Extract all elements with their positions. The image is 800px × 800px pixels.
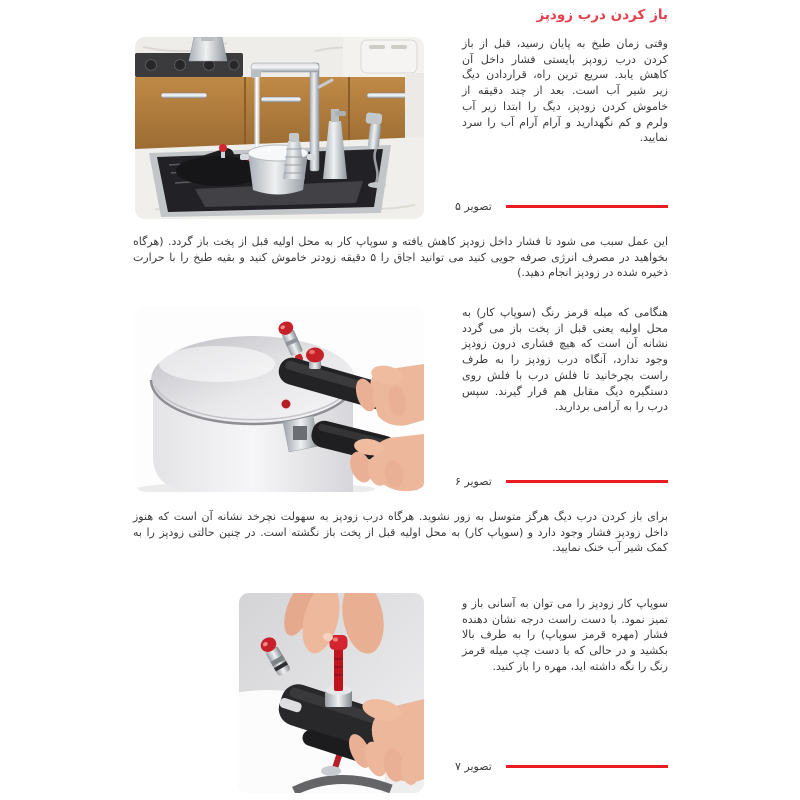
water-stream [255,77,260,153]
figure-6-caption-label: تصویر ۶ [455,474,492,488]
figure-5-caption [455,198,668,214]
figure-5-photo-kitchen-sink [135,37,424,219]
valve-closeup-illustration [239,593,424,793]
paragraph-cleaning-valve: سوپاپ کار زودپز را می توان به آسانی باز و تمیز نمود. با دست راست درجه نشان دهنده فشار (مهره قرمز سوپاپ) را به طرف بالا بکشید و در حالی که با دست چپ میله قرمز رنگ را نگه داشته اید، مهره را باز کنید. [462,597,668,673]
figure-7-photo-valve-closeup [239,593,424,793]
figure-5-caption-label: تصویر ۵ [455,199,492,213]
figure-5-caption-rule [506,205,668,208]
paragraph-never-force-lid: برای باز کردن درب دیگ هرگز متوسل به زور نشوید. هرگاه درب زودپز به سهولت نچرخد نشانه آن است که هنوز داخل زودپز فشار وجود دارد و (سوپاپ کار) به محل اولیه قبل از پخت باز نگشته است. در چنین حالتی زودپز را به کمک شیر آب خنک نمایید. [133,510,668,555]
page-title: باز کردن درب زودپز [536,7,668,23]
cabinet-handle [261,97,301,102]
red-valve-cap [219,144,227,152]
figure-7-caption-label: تصویر ۷ [455,759,492,773]
figure-6-caption [455,473,668,489]
figure-6-caption-rule [506,480,668,483]
figure-6-photo-opening-lid [135,306,424,492]
kitchen-sink-illustration [135,37,424,219]
pressure-cooker-illustration [135,306,424,492]
cabinet-handle [161,93,207,98]
cabinet-handle [367,93,411,98]
stove-cooktop [135,53,243,77]
toaster [361,40,417,73]
wood-cabinets [135,77,424,149]
red-safety-valve [282,400,291,409]
kettle [189,37,227,61]
paragraph-cooling-instructions: وقتی زمان طبخ به پایان رسید، قبل از باز کردن درب زودپز بایستی فشار داخل آن کاهش یابد. سریع ترین راه، قراردادن دیگ زیر شیر آب است. بعد از چند دقیقه از خاموش کردن زودپز، دیگ را ابتدا زیر آب ولرم و کم نگهدارید و آرام آرام آب را سرد نمایید. [462,37,668,145]
paragraph-red-rod-indicator: هنگامی که میله قرمز رنگ (سوپاپ کار) به محل اولیه یعنی قبل از پخت باز می گردد نشانه آن است که هیچ فشاری درون زودپز وجود ندارد، آنگاه درب زودپز را به طرف راست بچرخانید تا فلش درب با فلش روی دستگیره دیگ مقابل هم قرار گیرند. سپس درب را به آرامی بردارید. [462,306,668,414]
paragraph-pressure-release: این عمل سبب می شود تا فشار داخل زودپز کاهش یافته و سوپاپ کار به محل اولیه قبل از پخت باز گردد. (هرگاه بخواهید در مصرف انرژی صرفه جویی کنید می توانید اجاق را ۵ دقیقه زودتر خاموش کنید و بقیه طبخ را با حرارت ذخیره شده در زودپز انجام دهید.) [133,235,668,280]
figure-7-caption [455,758,668,774]
figure-7-caption-rule [506,765,668,768]
